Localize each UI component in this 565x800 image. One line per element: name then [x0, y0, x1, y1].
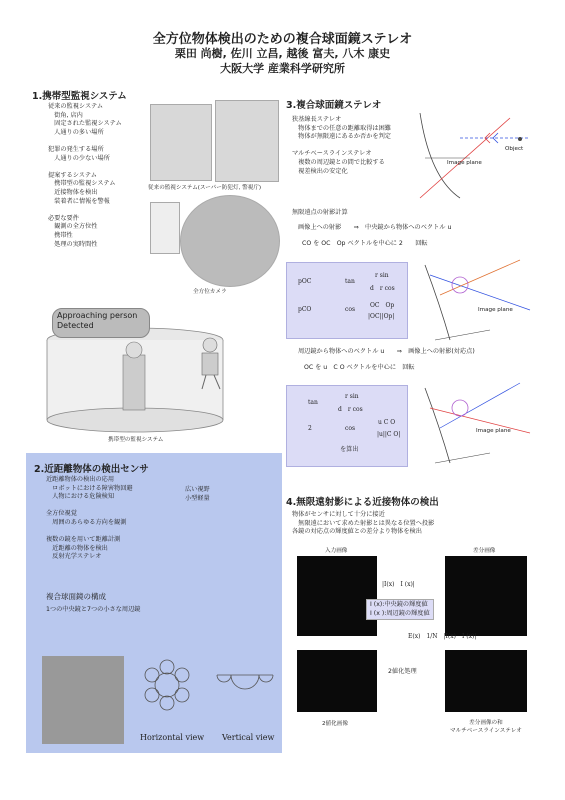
abs-diff-formula: |I(x) I (x)|	[382, 581, 415, 588]
page-title: 全方位物体検出のための複合球面鏡ステレオ	[152, 32, 413, 47]
e-formula: E(x) 1/N |I(x) I (x)|	[408, 633, 477, 640]
approaching-person-figure	[188, 335, 233, 390]
formula-vec-2: u C O	[378, 419, 396, 426]
formula-den-2: d r cos	[338, 406, 363, 413]
sec4-body: 物体がセンサに対して十分に接近 無限遠において求めた射影とは異なる位置へ投影 各鏡の対応点の輝度値との差分より物体を検出	[292, 511, 435, 536]
stereo-diagram-1	[400, 108, 540, 203]
object-label: Object	[505, 146, 524, 152]
sum-image	[445, 650, 527, 712]
sec2-sub: 複合球面鏡の構成	[46, 592, 106, 601]
sec2-body: 近距離物体の検出の応用 ロボットにおける障害物回避 人物における危険検知 全方位視覚 周囲のあらゆる方向を観測 複数の鏡を用いて距離計測 近距離の物体を検出 反射光学ステレオ	[46, 476, 133, 561]
sec1-body: 従来の監視システム 街角, 店内 固定された監視システム 人通りの多い場所 犯罪の発生する場所 人通りの少ない場所 提案するシステム 携帯型の監視システム 近接物体を検出 装着者に情報を警報 必要な要件 観測の全方位性 携帯性 処理の実時間性	[48, 103, 122, 248]
omni-image	[180, 195, 280, 287]
street-photo-1	[150, 104, 212, 181]
diff-label: 差分画像	[473, 548, 496, 554]
stereo-diagram-2	[420, 255, 545, 345]
sec2-sub-body: 1つの中央鏡と7つの小さな周辺鏡	[46, 606, 141, 613]
hview-label: Horizontal view	[140, 733, 205, 742]
binary-image	[297, 650, 377, 712]
binary-label: 2値化画像	[322, 721, 348, 727]
formula-vec: OC Op	[370, 302, 395, 309]
camera-caption: 全方位カメラ	[193, 289, 227, 295]
street-photo-2	[215, 100, 279, 182]
diff-image	[445, 556, 527, 636]
sec3-step2: 周辺鏡から物体へのベクトル u ⇒ 画像上への射影(対応点)	[298, 348, 475, 355]
formula-cos: cos	[345, 306, 356, 313]
sec3-rot2: OC を u C O ベクトルを中心に 回転	[304, 364, 415, 371]
sum-label: 差分画像の和 マルチベースラインステレオ	[450, 720, 522, 734]
input-label: 入力画像	[325, 548, 348, 554]
formula-two: 2	[308, 425, 312, 432]
luminance-legend: I (x):中央鏡の輝度値 I (x ):周辺鏡の輝度値	[366, 599, 434, 620]
formula-norm: |OC||Op|	[368, 313, 395, 320]
stereo-diagram-3	[420, 378, 545, 468]
camera-device-photo	[150, 202, 180, 254]
photo-caption: 従来の監視システム(スーパー防犯灯, 警視庁)	[148, 185, 262, 191]
binarize-label: 2値化処理	[388, 668, 417, 675]
sec3-body1: 狭基線長ステレオ 物体までの任意の距離取得は困難 物体が無限遠にあるか否かを判定 マルチベースラインステレオ 複数の周辺鏡との間で比較する 視差検出の安定化	[292, 116, 391, 175]
mirror-layout-diagrams	[135, 645, 275, 735]
formula-tan-2: tan	[308, 399, 318, 406]
sec3-calc: 無限遠点の射影計算	[292, 209, 348, 216]
formula-cos-2: cos	[345, 425, 356, 432]
affiliation: 大阪大学 産業科学研究所	[220, 62, 345, 75]
sec3-step1: 画像上への射影 ⇒ 中央鏡から物体へのベクトル u	[298, 224, 452, 231]
image-plane-label-1: Image plane	[447, 160, 482, 166]
sec2-heading: 2.近距離物体の検出センサ	[34, 464, 149, 475]
vview-label: Vertical view	[222, 733, 275, 742]
illus-caption: 携帯型の監視システム	[108, 437, 164, 443]
formula-pco: pCO	[298, 306, 312, 313]
sec2-side: 広い視野 小型軽量	[185, 486, 210, 502]
formula-num-2: r sin	[345, 393, 359, 400]
mirror-photo	[42, 656, 124, 744]
sec1-heading: 1.携帯型監視システム	[32, 91, 127, 102]
formula-tan: tan	[345, 278, 355, 285]
formula-num: r sin	[375, 272, 389, 279]
image-plane-label-2: Image plane	[478, 307, 513, 313]
formula-calc: を算出	[340, 446, 359, 453]
formula-poc: pOC	[298, 278, 312, 285]
input-image	[297, 556, 377, 636]
formula-den: d r cos	[370, 285, 395, 292]
alert-bubble: Approaching person Detected	[52, 308, 150, 338]
image-plane-label-3: Image plane	[476, 428, 511, 434]
formula-norm-2: |u||C O|	[377, 431, 401, 438]
sec3-heading: 3.複合球面鏡ステレオ	[286, 100, 382, 111]
sec4-heading: 4.無限遠射影による近接物体の検出	[286, 497, 439, 508]
sec3-rot1: CO を OC Op ベクトルを中心に 2 回転	[302, 240, 428, 247]
authors: 栗田 尚樹, 佐川 立昌, 越後 富夫, 八木 康史	[174, 47, 391, 60]
